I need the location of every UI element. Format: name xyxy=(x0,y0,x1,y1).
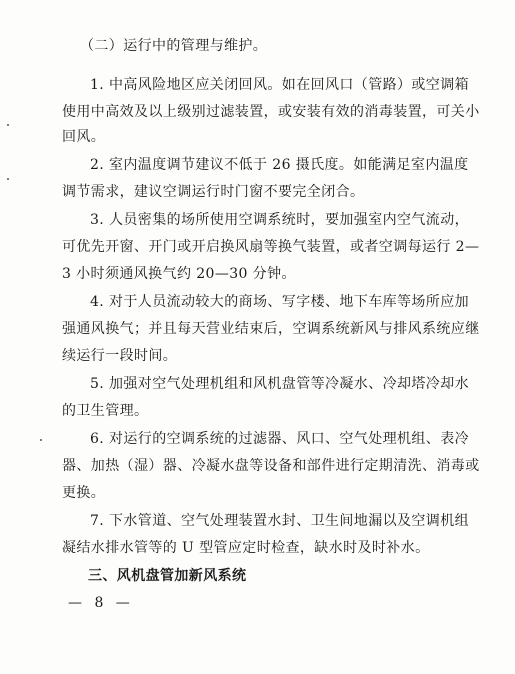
item-2-line-2: 调节需求，建议空调运行时门窗不要完全闭合。 xyxy=(62,184,365,200)
item-3-line-3: 3 小时须通风换气约 20—30 分钟。 xyxy=(62,266,296,282)
item-4-line-3: 续运行一段时间。 xyxy=(62,348,178,364)
scan-mark xyxy=(7,124,9,126)
page-number: — 8 — xyxy=(68,595,134,611)
scan-mark xyxy=(40,439,42,441)
item-3-line-1: 3. 人员密集的场所使用空调系统时，要加强室内空气流动， xyxy=(90,212,470,228)
item-1-line-1: 1. 中高风险地区应关闭回风。如在回风口（管路）或空调箱 xyxy=(90,77,470,93)
item-3-line-2: 可优先开窗、开门或开启换风扇等换气装置，或者空调每运行 2— xyxy=(62,239,480,255)
item-5-line-1: 5. 加强对空气处理机组和风机盘管等冷凝水、冷却塔冷却水 xyxy=(90,376,470,392)
item-1-line-3: 回风。 xyxy=(62,129,106,145)
next-section-heading: 三、风机盘管加新风系统 xyxy=(88,568,247,584)
item-1-line-2: 使用中高效及以上级别过滤装置，或安装有效的消毒装置，可关小 xyxy=(62,104,480,120)
item-2-line-1: 2. 室内温度调节建议不低于 26 摄氏度。如能满足室内温度 xyxy=(90,157,469,173)
item-7-line-1: 7. 下水管道、空气处理装置水封、卫生间地漏以及空调机组 xyxy=(90,513,470,529)
scan-mark xyxy=(7,178,9,180)
item-6-line-3: 更换。 xyxy=(62,485,106,501)
item-6-line-1: 6. 对运行的空调系统的过滤器、风口、空气处理机组、表冷 xyxy=(90,431,470,447)
item-4-line-1: 4. 对于人员流动较大的商场、写字楼、地下车库等场所应加 xyxy=(90,294,470,310)
item-4-line-2: 强通风换气；并且每天营业结束后，空调系统新风与排风系统应继 xyxy=(62,321,480,337)
section-title: （二）运行中的管理与维护。 xyxy=(80,38,268,54)
item-6-line-2: 器、加热（湿）器、冷凝水盘等设备和部件进行定期清洗、消毒或 xyxy=(62,458,480,474)
item-7-line-2: 凝结水排水管等的 U 型管应定时检查，缺水时及时补水。 xyxy=(62,540,430,556)
item-5-line-2: 的卫生管理。 xyxy=(62,403,149,419)
